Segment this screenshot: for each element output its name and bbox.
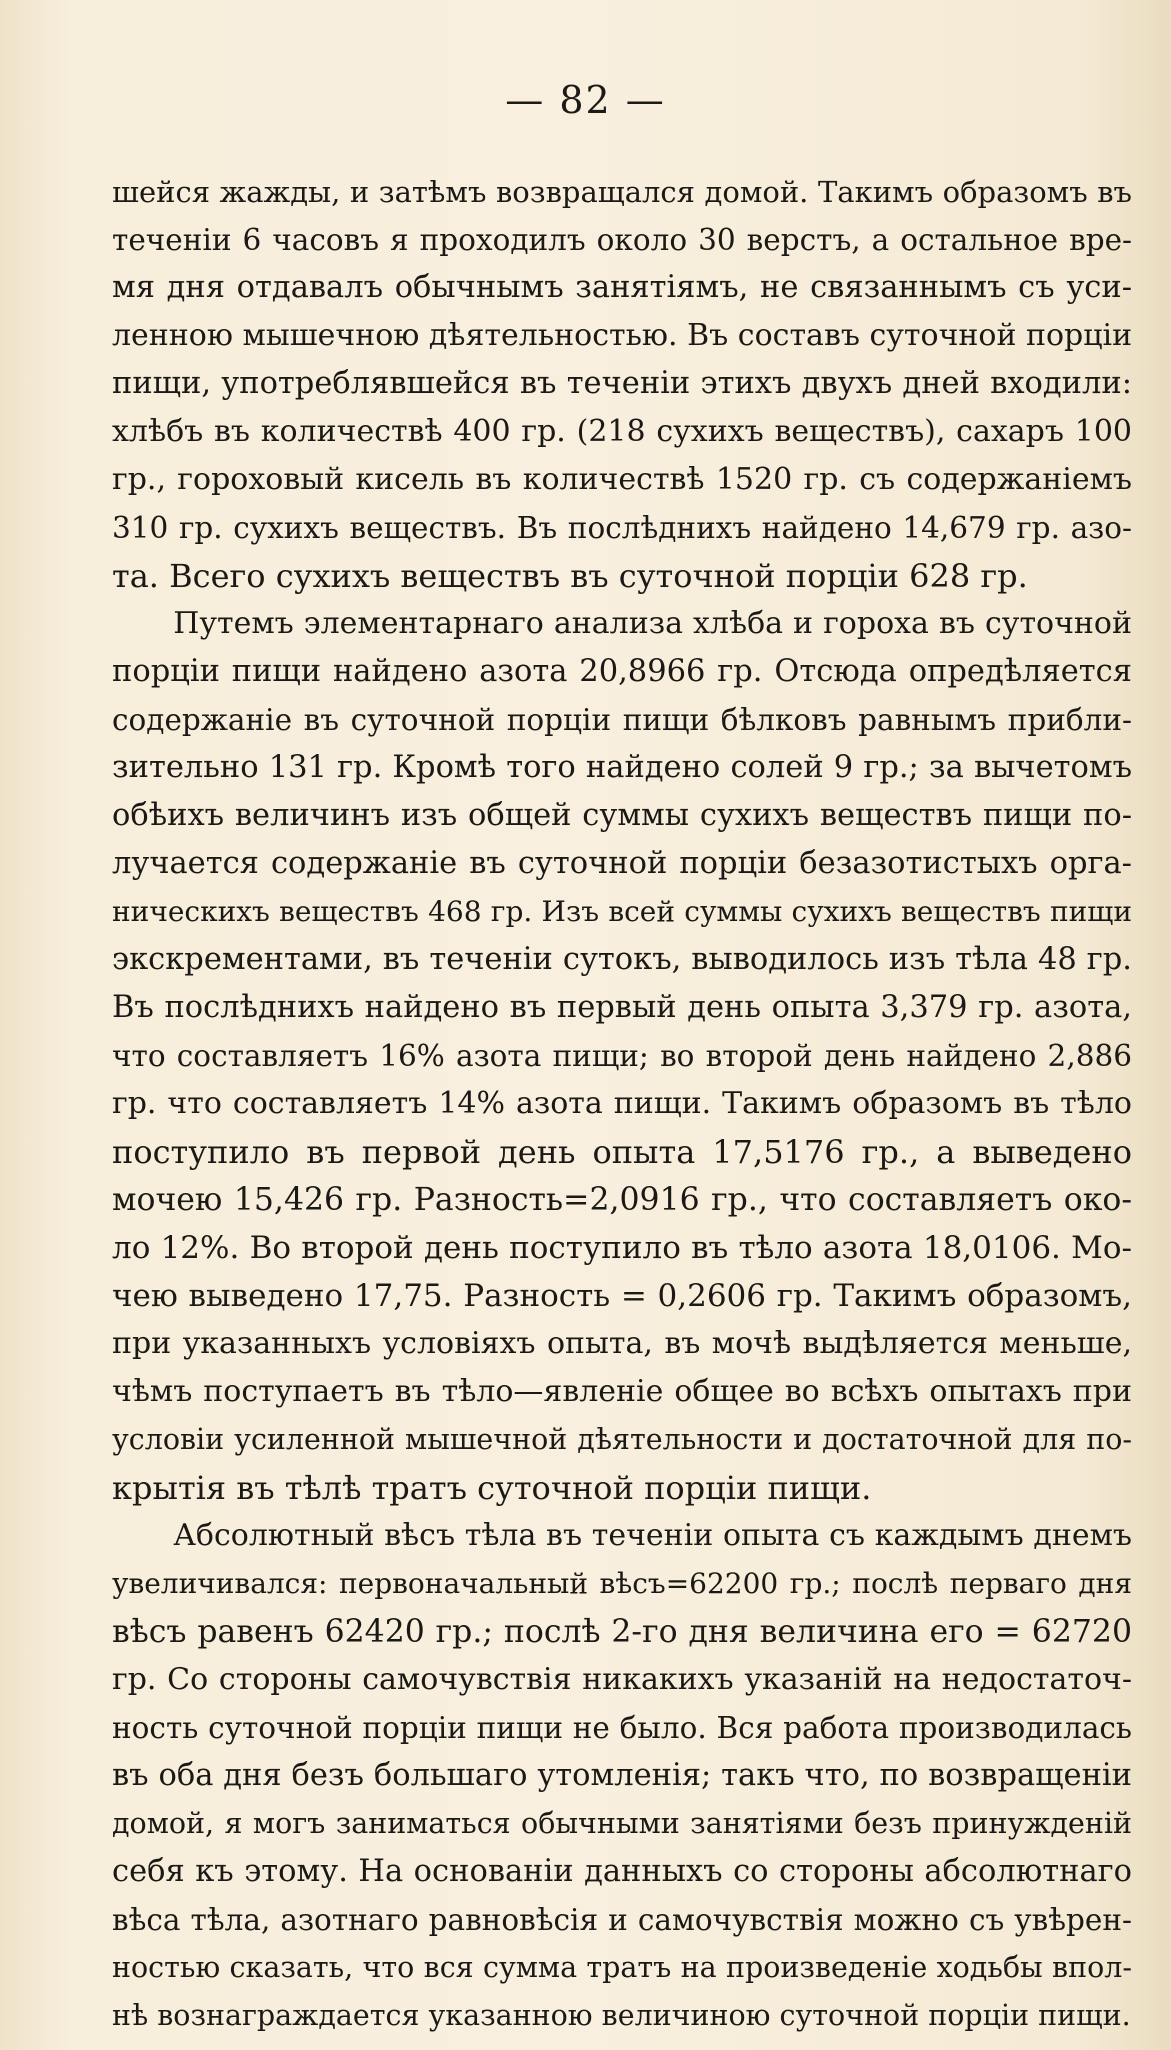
paragraph-3-line: нѣ вознаграждается указанною величиною суточной порціи пищи.: [112, 1999, 1131, 2032]
paragraph-2-line: ло 12%. Во второй день поступило въ тѣло азота 18,0106. Мо-: [112, 1230, 1132, 1266]
paragraph-2-line: чѣмъ поступаетъ въ тѣло—явленіе общее во всѣхъ опытахъ при: [112, 1374, 1132, 1409]
paragraph-2-line: экскрементами, въ теченіи сутокъ, выводилось изъ тѣла 48 гр.: [112, 942, 1132, 977]
paragraph-2-line: условіи усиленной мышечной дѣятельности и достаточной для по-: [112, 1423, 1132, 1456]
paragraph-2-line: ническихъ веществъ 468 гр. Изъ всей суммы сухихъ веществъ пищи: [112, 895, 1132, 928]
paragraph-2-line: порціи пищи найдено азота 20,8966 гр. Отсюда опредѣляется: [112, 654, 1132, 689]
body-text: [112, 168, 1132, 2040]
paragraph-2-line: что составляетъ 16% азота пищи; во второй день найдено 2,886: [112, 1039, 1132, 1073]
paragraph-3-line: гр. Со стороны самочувствія никакихъ указаній на недостаточ-: [112, 1662, 1132, 1697]
paragraph-2-line: лучается содержаніе въ суточной порціи безазотистыхъ орга-: [112, 846, 1132, 881]
paragraph-1-line: пищи, употреблявшейся въ теченіи этихъ двухъ дней входили:: [112, 366, 1132, 401]
paragraph-1-line: шейся жажды, и затѣмъ возвращался домой. Такимъ образомъ въ: [112, 175, 1132, 209]
paragraph-3-line: себя къ этому. На основаніи данныхъ со стороны абсолютнаго: [112, 1854, 1132, 1889]
paragraph-3-line: Абсолютный вѣсъ тѣла въ теченіи опыта съ каждымъ днемъ: [173, 1518, 1132, 1553]
paragraph-3-line: вѣса тѣла, азотнаго равновѣсія и самочувствія можно съ увѣрен-: [112, 1903, 1132, 1937]
paragraph-1-line: та. Всего сухихъ веществъ въ суточной порціи 628 гр.: [112, 557, 1028, 595]
paragraph-2-line: содержаніе въ суточной порціи пищи бѣлковъ равнымъ прибли-: [112, 703, 1132, 737]
paragraph-1-line: мя дня отдавалъ обычнымъ занятіямъ, не связаннымъ съ уси-: [112, 270, 1132, 305]
paragraph-2-line: гр. что составляетъ 14% азота пищи. Такимъ образомъ въ тѣло: [112, 1086, 1132, 1121]
paragraph-1-line: 310 гр. сухихъ веществъ. Въ послѣднихъ найдено 14,679 гр. азо-: [112, 511, 1132, 545]
paragraph-3-line: въ оба дня безъ большаго утомленія; такъ что, по возвращеніи: [112, 1758, 1132, 1793]
page-number: — 82 —: [505, 78, 666, 122]
paragraph-2-line: при указанныхъ условіяхъ опыта, въ мочѣ выдѣляется меньше,: [112, 1326, 1132, 1361]
paragraph-2-line: крытія въ тѣлѣ тратъ суточной порціи пищи.: [112, 1469, 872, 1507]
paragraph-3-line: увеличивался: первоначальный вѣсъ=62200 гр.; послѣ перваго дня: [112, 1567, 1132, 1600]
paragraph-1-line: гр., гороховый кисель въ количествѣ 1520 гр. съ содержаніемъ: [112, 462, 1132, 497]
paragraph-2-line: зительно 131 гр. Кромѣ того найдено солей 9 гр.; за вычетомъ: [112, 750, 1132, 785]
paragraph-3-line: домой, я могъ заниматься обычными занятіями безъ принужденій: [112, 1807, 1132, 1840]
paragraph-1-line: хлѣбъ въ количествѣ 400 гр. (218 сухихъ веществъ), сахаръ 100: [112, 414, 1132, 449]
paragraph-1-line: теченіи 6 часовъ я проходилъ около 30 верстъ, а остальное вре-: [112, 223, 1132, 257]
paragraph-3-line: ностью сказать, что вся сумма тратъ на произведеніе ходьбы впол-: [112, 1951, 1132, 1984]
paragraph-2-line: Въ послѣднихъ найдено въ первый день опыта 3,379 гр. азота,: [112, 990, 1132, 1025]
paragraph-2-line: мочею 15,426 гр. Разность=2,0916 гр., что составляетъ око-: [112, 1182, 1132, 1218]
paragraph-2-line: обѣихъ величинъ изъ общей суммы сухихъ веществъ пищи по-: [112, 798, 1132, 833]
paragraph-2-line: поступило въ первой день опыта 17,5176 гр., а выведено: [112, 1133, 1132, 1171]
paragraph-2-line: чею выведено 17,75. Разность = 0,2606 гр. Такимъ образомъ,: [112, 1278, 1132, 1314]
paragraph-3-line: вѣсъ равенъ 62420 гр.; послѣ 2-го дня величина его = 62720: [112, 1614, 1132, 1650]
paragraph-3-line: ность суточной порціи пищи не было. Вся работа производилась: [112, 1711, 1132, 1745]
paragraph-1-line: ленною мышечною дѣятельностью. Въ составъ суточной порціи: [112, 318, 1132, 353]
paragraph-2-line: Путемъ элементарнаго анализа хлѣба и гороха въ суточной: [173, 606, 1132, 641]
